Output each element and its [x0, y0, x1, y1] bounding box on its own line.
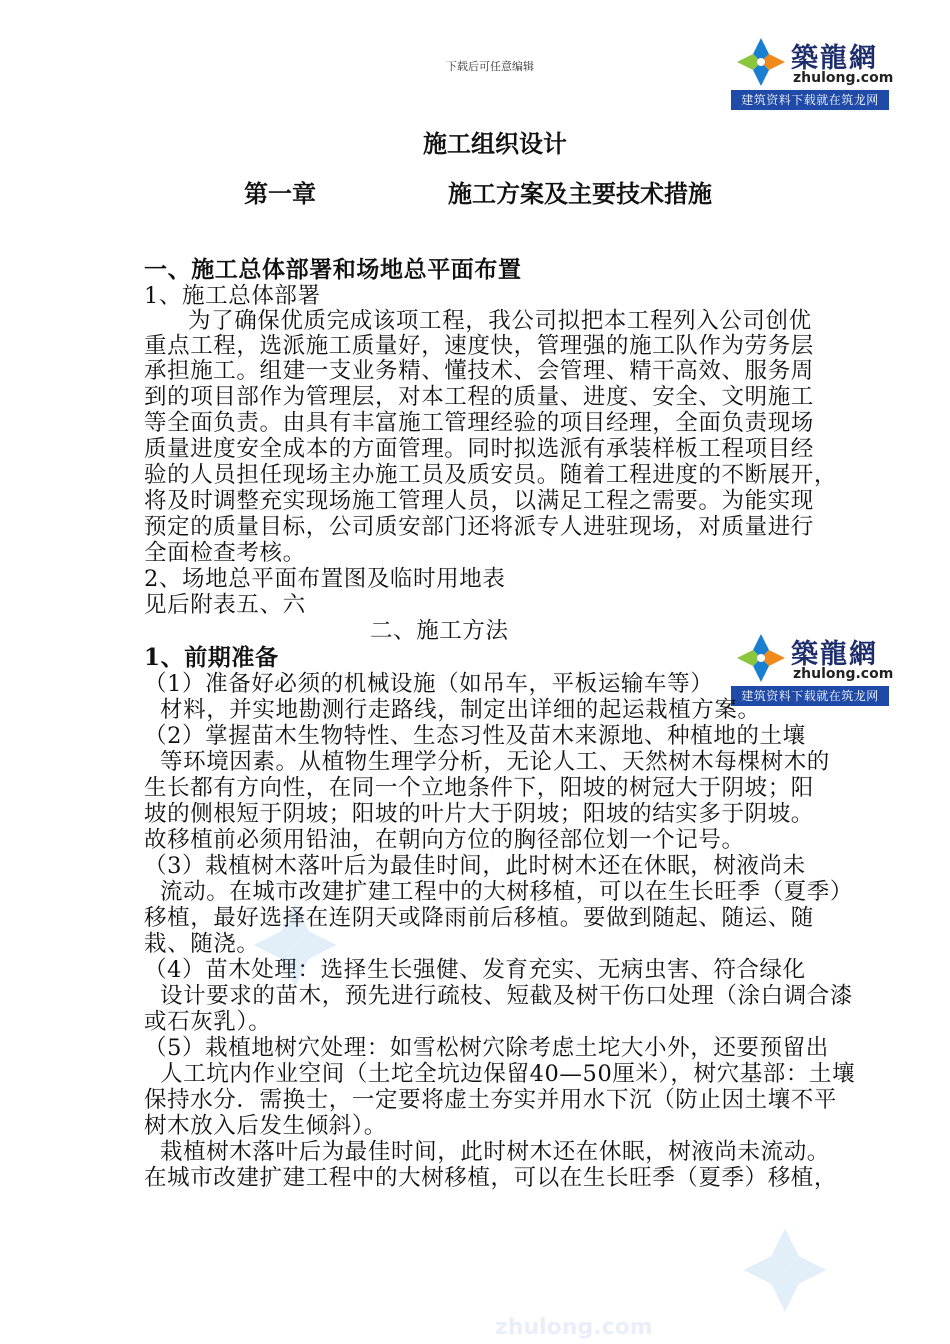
logo-banner: 建筑资料下载就在筑龙网	[731, 90, 889, 110]
paragraph-line: 生长都有方向性，在同一个立地条件下，阳坡的树冠大于阴坡；阳	[144, 775, 814, 801]
paragraph-line: 材料，并实地勘测行走路线，制定出详细的起运栽植方案。	[160, 697, 761, 723]
document-title: 施工组织设计	[423, 129, 567, 158]
chapter-name: 施工方案及主要技术措施	[448, 179, 712, 208]
paragraph-line: （4）苗木处理：选择生长强健、发育充实、无病虫害、符合绿化	[144, 957, 806, 983]
section-heading: 一、施工总体部署和场地总平面布置	[144, 256, 522, 283]
paragraph-line: 承担施工。组建一支业务精、懂技术、会管理、精干高效、服务周	[144, 358, 814, 384]
paragraph-line: 质量进度安全成本的方面管理。同时拟选派有承装样板工程项目经	[144, 436, 814, 462]
paragraph-line: 栽植树木落叶后为最佳时间，此时树木还在休眠，树液尚未流动。	[160, 1139, 830, 1165]
paragraph-line: （3）栽植树木落叶后为最佳时间，此时树木还在休眠，树液尚未	[144, 853, 806, 879]
paragraph-line: 设计要求的苗木，预先进行疏枝、短截及树干伤口处理（涂白调合漆	[160, 983, 854, 1009]
paragraph-line: 坡的侧根短于阴坡；阳坡的叶片大于阴坡；阳坡的结实多于阴坡。	[144, 801, 814, 827]
subsection-heading: 见后附表五、六	[144, 592, 306, 618]
zhulong-logo	[731, 32, 894, 110]
section-heading: 1、前期准备	[144, 644, 279, 671]
paragraph-line: 到的项目部作为管理层，对本工程的质量、进度、安全、文明施工	[144, 384, 814, 410]
paragraph-line: 流动。在城市改建扩建工程中的大树移植，可以在生长旺季（夏季）	[160, 879, 854, 905]
paragraph-line: 保持水分．需换士，一定要将虚土夯实并用水下沉（防止因土壤不平	[144, 1087, 838, 1113]
subsection-heading: （1）准备好必须的机械设施（如吊车，平板运输车等）	[144, 671, 714, 697]
paragraph-line: 移植，最好选择在连阴天或降雨前后移植。要做到随起、随运、随	[144, 905, 814, 931]
paragraph-line: 在城市改建扩建工程中的大树移植，可以在生长旺季（夏季）移植，	[144, 1165, 838, 1191]
paragraph-line: 重点工程，选派施工质量好，速度快，管理强的施工队作为劳务层	[144, 333, 814, 359]
watermark-emblem-icon	[740, 1225, 830, 1315]
paragraph-line: （5）栽植地树穴处理：如雪松树穴除考虑土坨大小外，还要预留出	[144, 1035, 829, 1061]
subsection-heading: 1、施工总体部署	[144, 283, 321, 309]
paragraph-line: 验的人员担任现场主办施工员及质安员。随着工程进度的不断展开，	[144, 462, 838, 488]
paragraph-line: 将及时调整充实现场施工管理人员，以满足工程之需要。为能实现	[144, 488, 814, 514]
logo-en: zhulong.com	[793, 666, 894, 682]
paragraph-line: （2）掌握苗木生物特性、生态习性及苗木来源地、种植地的土壤	[144, 723, 806, 749]
paragraph-line: 树木放入后发生倾斜）。	[144, 1113, 387, 1139]
paragraph-line: 为了确保优质完成该项工程，我公司拟把本工程列入公司创优	[188, 308, 812, 334]
paragraph-line: 2、场地总平面布置图及临时用地表	[144, 566, 506, 592]
chapter-number: 第一章	[244, 179, 316, 208]
paragraph-line: 故移植前必须用铅油，在朝向方位的胸径部位划一个记号。	[144, 827, 745, 853]
paragraph-line: 预定的质量目标，公司质安部门还将派专人进驻现场，对质量进行	[144, 514, 814, 540]
paragraph-line: 人工坑内作业空间（土坨全坑边保留40—50厘米），树穴基部：土壤	[160, 1061, 856, 1087]
snowflake-emblem-icon	[735, 632, 787, 684]
watermark-text: zhulong.com	[495, 1315, 653, 1340]
logo-cn: 築龍網	[791, 639, 878, 670]
paragraph-line: 等全面负责。由具有丰富施工管理经验的项目经理，全面负责现场	[144, 410, 814, 436]
paragraph-line: 全面检查考核。	[144, 540, 306, 566]
logo-cn: 築龍網	[791, 43, 878, 74]
snowflake-emblem-icon	[735, 36, 787, 88]
header-note: 下载后可任意编辑	[446, 60, 534, 73]
logo-banner: 建筑资料下载就在筑龙网	[731, 686, 889, 706]
paragraph-line: 等环境因素。从植物生理学分析，无论人工、天然树木每棵树木的	[160, 749, 830, 775]
paragraph-line: 栽、随浇。	[144, 931, 260, 957]
paragraph-line: 二、施工方法	[370, 618, 509, 644]
paragraph-line: 或石灰乳）。	[144, 1009, 272, 1035]
logo-en: zhulong.com	[793, 70, 894, 86]
